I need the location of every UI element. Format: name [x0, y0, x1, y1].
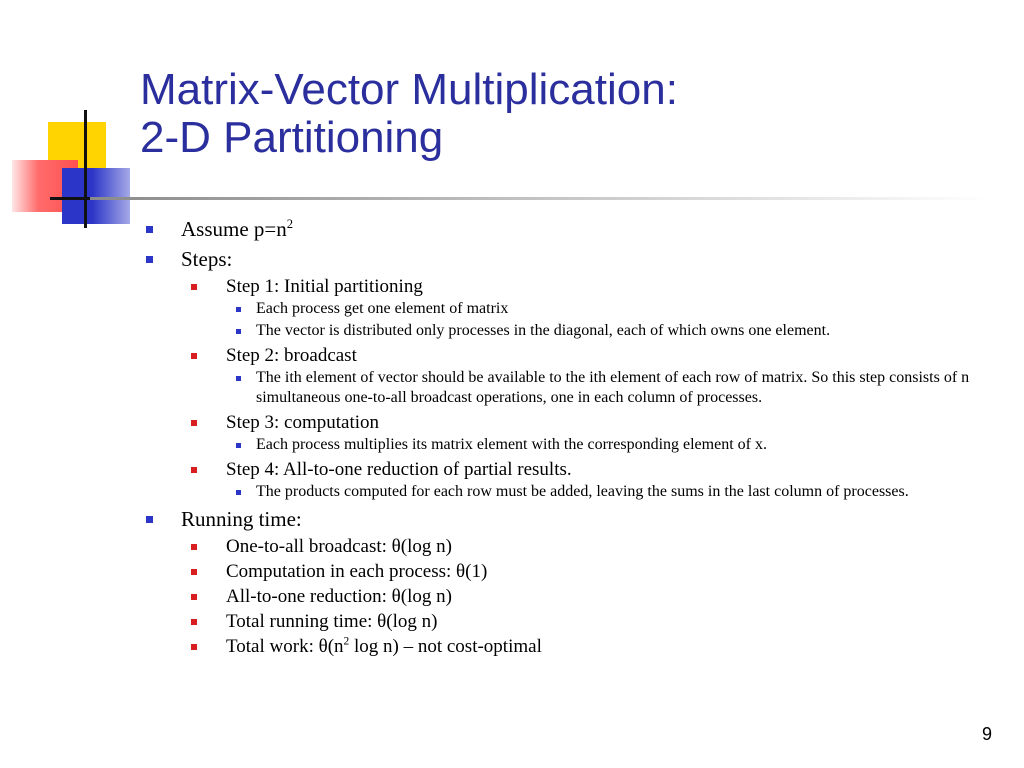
- running-time-item: Total running time: θ(log n): [191, 609, 1006, 634]
- steps-label: Steps:: [181, 247, 233, 271]
- step-1-label: Step 1: Initial partitioning: [226, 276, 423, 297]
- step-3-label: Step 3: computation: [226, 412, 380, 433]
- step-2: [191, 343, 1006, 408]
- step-3-detail: Each process multiplies its matrix element with the corresponding element of x.: [236, 435, 1006, 455]
- assume-text: Assume p=n: [181, 217, 287, 241]
- running-time-label: Running time:: [181, 507, 302, 531]
- assume-superscript: 2: [286, 217, 294, 231]
- page-number: 9: [981, 724, 992, 744]
- steps-list: [181, 274, 1006, 502]
- total-work-item: [191, 634, 1006, 659]
- title-line-1: Matrix-Vector Multiplication:: [140, 65, 678, 114]
- running-time-item: Computation in each process: θ(1): [191, 559, 1006, 584]
- step-1-details: [226, 299, 1006, 341]
- step-4: [191, 457, 1006, 502]
- running-time-item: All-to-one reduction: θ(log n): [191, 584, 1006, 609]
- slide-content: [146, 214, 1006, 659]
- slide-title: [140, 66, 678, 162]
- step-3-details: [226, 435, 1006, 455]
- step-3: [191, 410, 1006, 455]
- step-1: [191, 274, 1006, 341]
- step-2-detail: The ith element of vector should be available to the ith element of each row of matrix. So this step consists of n simultaneous one-to-all broadcast operations, one in each column of processes.: [236, 368, 1006, 408]
- step-2-details: [226, 368, 1006, 408]
- title-line-2: 2-D Partitioning: [140, 113, 444, 162]
- bullet-assume: [146, 214, 1006, 244]
- step-1-detail: Each process get one element of matrix: [236, 299, 1006, 319]
- logo-blue-fade: [92, 168, 148, 224]
- logo-vertical-line: [84, 110, 87, 228]
- bullet-steps: [146, 244, 1006, 502]
- running-time-list: [181, 534, 1006, 659]
- running-time-item: One-to-all broadcast: θ(log n): [191, 534, 1006, 559]
- bullet-list: [146, 214, 1006, 659]
- total-work-post: log n) – not cost-optimal: [349, 636, 542, 657]
- title-divider: [90, 197, 990, 200]
- step-4-details: [226, 482, 1006, 502]
- step-2-label: Step 2: broadcast: [226, 345, 357, 366]
- step-4-label: Step 4: All-to-one reduction of partial results.: [226, 459, 572, 480]
- total-work-pre: Total work: θ(n: [226, 636, 344, 657]
- total-work-superscript: 2: [343, 635, 350, 648]
- bullet-running-time: [146, 504, 1006, 659]
- step-1-detail: The vector is distributed only processes in the diagonal, each of which owns one element.: [236, 321, 1006, 341]
- step-4-detail: The products computed for each row must be added, leaving the sums in the last column of processes.: [236, 482, 1006, 502]
